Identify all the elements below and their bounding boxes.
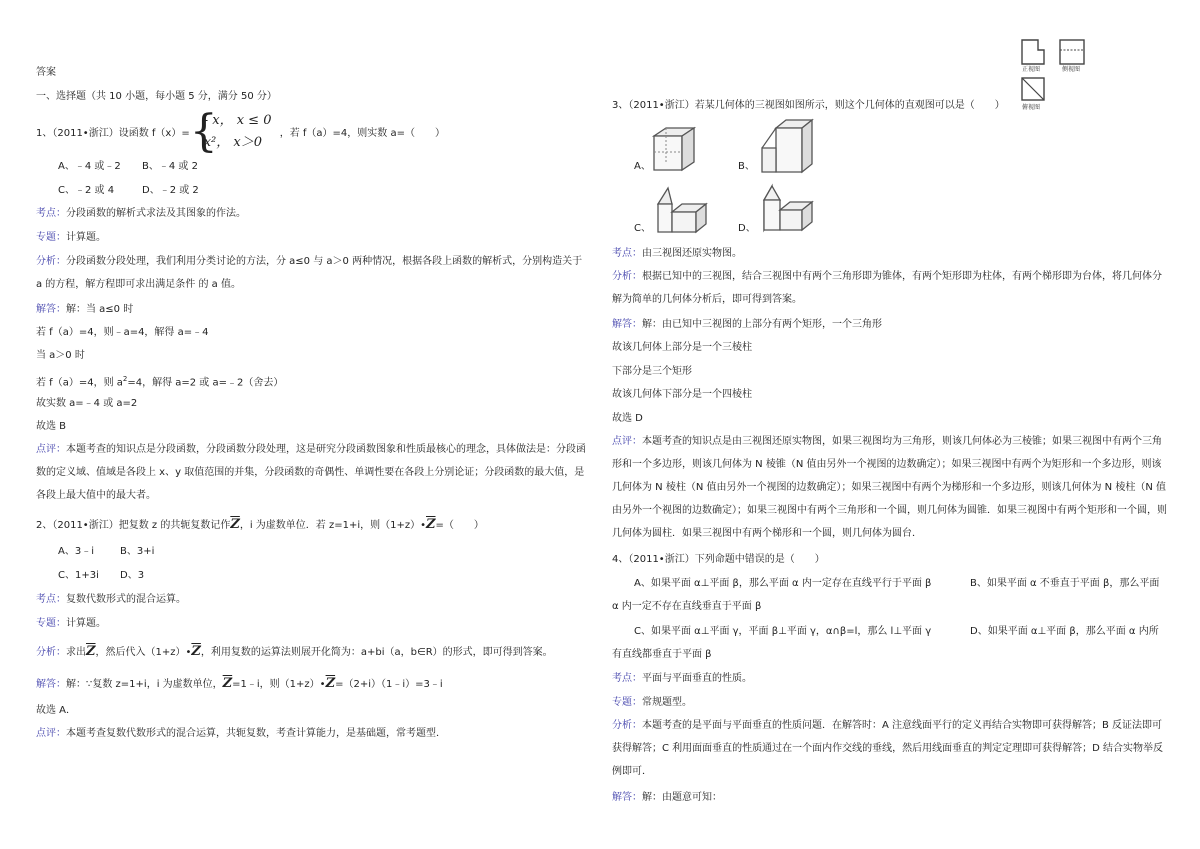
q1-zhuanti bbox=[36, 231, 106, 244]
q1-jieda-text-1: 解：当 a≤0 时 bbox=[66, 304, 134, 315]
q3-jieda-3: 下部分是三个矩形 bbox=[612, 366, 692, 377]
q3-kaodian bbox=[612, 247, 742, 260]
jieda-label: 解答： bbox=[36, 679, 66, 690]
q3-jieda-2: 故该几何体上部分是一个三棱柱 bbox=[612, 342, 752, 353]
q4-option-b-part-1: B、如果平面 α 不垂直于平面 β，那么平面 bbox=[970, 578, 1160, 589]
kaodian-label: 考点： bbox=[612, 673, 642, 684]
q1-zhuanti-text: 计算题。 bbox=[66, 232, 106, 243]
q2-jieda bbox=[36, 677, 443, 691]
q1-stem bbox=[36, 106, 445, 157]
q4-option-c: C、如果平面 α⊥平面 γ，平面 β⊥平面 γ，α∩β=l，那么 l⊥平面 γ bbox=[634, 626, 932, 637]
q4-zhuanti bbox=[612, 696, 692, 709]
q1-jieda-4b: =4，解得 a=2 或 a=﹣2（舍去） bbox=[127, 377, 284, 389]
q2-option-c: C、1+3i bbox=[58, 570, 99, 581]
q2-stem bbox=[36, 518, 484, 532]
q3-fenxi-text: 根据已知中的三视图，结合三视图中有两个三角形即为锥体，有两个矩形即为柱体，有两个梯形即为台体，将几何体分解为简单的几何体分析后，即可得到答案。 bbox=[612, 271, 1162, 305]
zhuanti-label: 专题： bbox=[36, 232, 66, 243]
q1-jieda-4a: 若 f（a）=4，则 a bbox=[36, 377, 123, 389]
q3-fenxi bbox=[612, 265, 1168, 311]
q2-fenxi-b: ，然后代入（1+z）• bbox=[95, 647, 192, 658]
dianping-label: 点评： bbox=[36, 444, 66, 455]
q2-stem-a: 2、（2011•浙江）把复数 z 的共轭复数记作 bbox=[36, 520, 231, 531]
q1-option-c: C、﹣2 或 4 bbox=[58, 185, 115, 196]
q1-options-row-2 bbox=[36, 184, 199, 198]
q3-stem: 3、（2011•浙江）若某几何体的三视图如图所示，则这个几何体的直观图可以是（ ） bbox=[612, 100, 1005, 111]
zbar-symbol: $\overline{Z}$ bbox=[230, 517, 240, 532]
q2-jieda-2: 故选 A． bbox=[36, 705, 77, 716]
q2-fenxi bbox=[36, 645, 553, 659]
q2-fenxi-a: 求出 bbox=[66, 647, 86, 658]
q4-jieda-1 bbox=[612, 791, 722, 804]
q4-kaodian-text: 平面与平面垂直的性质。 bbox=[642, 673, 752, 684]
q3-option-d-label: D、 bbox=[738, 223, 756, 234]
q1-jieda-5: 故实数 a=﹣4 或 a=2 bbox=[36, 398, 138, 409]
q1-jieda-4-sup: 2 bbox=[122, 375, 128, 383]
q1-stem-part-b: ，若 f（a）=4，则实数 a=（ ） bbox=[279, 128, 445, 139]
q1-jieda-2: 若 f（a）=4，则﹣a=4，解得 a=﹣4 bbox=[36, 327, 209, 338]
kaodian-label: 考点： bbox=[612, 248, 642, 259]
q2-zhuanti-text: 计算题。 bbox=[66, 618, 106, 629]
q2-fenxi-c: ，利用复数的运算法则展开化简为：a+bi（a，b∈R）的形式，即可得到答案。 bbox=[200, 647, 553, 658]
q3-jieda-5: 故选 D bbox=[612, 413, 643, 424]
q4-stem: 4、（2011•浙江）下列命题中错误的是（ ） bbox=[612, 554, 825, 565]
q4-option-a: A、如果平面 α⊥平面 β，那么平面 α 内一定存在直线平行于平面 β bbox=[634, 578, 932, 589]
q2-option-a: A、3﹣i bbox=[58, 546, 94, 557]
q2-jieda-b: =1﹣i，则（1+z）• bbox=[232, 679, 326, 690]
fenxi-label: 分析： bbox=[612, 271, 642, 282]
section-heading: 一、选择题（共 10 小题，每小题 5 分，满分 50 分） bbox=[36, 91, 277, 102]
q3-solid-a bbox=[648, 122, 718, 178]
q1-jieda-4 bbox=[36, 373, 283, 389]
jieda-label: 解答： bbox=[612, 319, 642, 330]
front-view-label: 正视图 bbox=[1022, 66, 1041, 73]
q3-kaodian-text: 由三视图还原实物图。 bbox=[642, 248, 742, 259]
q1-kaodian-text: 分段函数的解析式求法及其图象的作法。 bbox=[66, 208, 246, 219]
q1-jieda-6: 故选 B bbox=[36, 421, 67, 432]
zbar-symbol: $\overline{Z}$ bbox=[325, 676, 336, 691]
piecewise-brace: { bbox=[189, 106, 218, 157]
q2-kaodian-text: 复数代数形式的混合运算。 bbox=[66, 594, 186, 605]
q1-option-a: A、﹣4 或﹣2 bbox=[58, 161, 121, 172]
q1-jieda-3: 当 a＞0 时 bbox=[36, 350, 85, 361]
q2-zhuanti bbox=[36, 617, 106, 630]
piecewise-function bbox=[189, 106, 280, 157]
q2-option-b: B、3+i bbox=[120, 546, 155, 557]
q3-option-a-label: A、 bbox=[634, 161, 651, 172]
zhuanti-label: 专题： bbox=[612, 697, 642, 708]
q3-option-c-label: C、 bbox=[634, 223, 651, 234]
three-view-diagram bbox=[1018, 38, 1090, 114]
top-view-label: 俯视图 bbox=[1022, 104, 1041, 111]
q4-option-d-part-2: 有直线都垂直于平面 β bbox=[612, 649, 712, 660]
q4-zhuanti-text: 常规题型。 bbox=[642, 697, 692, 708]
q4-option-b-part-2: α 内一定不存在直线垂直于平面 β bbox=[612, 601, 762, 612]
side-view-label: 侧视图 bbox=[1062, 66, 1081, 73]
zbar-symbol: $\overline{Z}$ bbox=[86, 644, 96, 659]
q2-options-row-2 bbox=[36, 569, 144, 583]
zbar-symbol: $\overline{Z}$ bbox=[426, 517, 436, 532]
front-view-figure bbox=[1022, 40, 1044, 64]
q1-dianping-text: 本题考查的知识点是分段函数，分段函数分段处理，这是研究分段函数图象和性质最核心的理念，具体做法是：分段函数的定义域、值域是各段上 x、y 取值范围的并集，分段函数的奇偶性、单调性要在各段上分别论证；分段函数的最大值，是各段上最大值中的最大者。 bbox=[36, 444, 586, 501]
fenxi-label: 分析： bbox=[36, 647, 66, 658]
q4-options-row-1 bbox=[612, 577, 1159, 591]
zhuanti-label: 专题： bbox=[36, 618, 66, 629]
dianping-label: 点评： bbox=[612, 436, 642, 447]
q3-jieda-4: 故该几何体下部分是一个四棱柱 bbox=[612, 389, 752, 400]
fenxi-label: 分析： bbox=[36, 256, 66, 267]
q4-jieda-text-1: 解：由题意可知： bbox=[642, 792, 722, 803]
q3-jieda-text-1: 解：由已知中三视图的上部分有两个矩形，一个三角形 bbox=[642, 319, 882, 330]
q1-dianping bbox=[36, 438, 588, 507]
q4-options-row-2 bbox=[612, 625, 1159, 639]
q3-solid-d bbox=[754, 180, 820, 242]
q1-fenxi bbox=[36, 250, 588, 296]
q2-jieda-a: 解：∵复数 z=1+i，i 为虚数单位， bbox=[66, 679, 223, 690]
q2-kaodian bbox=[36, 593, 186, 606]
q3-dianping bbox=[612, 430, 1168, 545]
q2-option-d: D、3 bbox=[120, 570, 145, 581]
jieda-label: 解答： bbox=[36, 304, 66, 315]
q1-option-b: B、﹣4 或 2 bbox=[142, 161, 198, 172]
q4-kaodian bbox=[612, 672, 752, 685]
q1-stem-part-a: 1、（2011•浙江）设函数 f（x）= bbox=[36, 128, 190, 139]
q4-fenxi-text: 本题考查的是平面与平面垂直的性质问题．在解答时：A 注意线面平行的定义再结合实物即可获得解答；B 反证法即可获得解答；C 利用面面垂直的性质通过在一个面内作交线的垂线，然后用线面垂直的判定定理即可获得解答；D 结合实物举反例即可． bbox=[612, 720, 1164, 777]
q2-dianping bbox=[36, 727, 446, 740]
jieda-label: 解答： bbox=[612, 792, 642, 803]
piecewise-case-2: x²， x＞0 bbox=[203, 135, 262, 150]
q3-jieda-1 bbox=[612, 318, 882, 331]
top-view-figure bbox=[1022, 78, 1044, 100]
q4-option-d-part-1: D、如果平面 α⊥平面 β，那么平面 α 内所 bbox=[970, 626, 1159, 637]
kaodian-label: 考点： bbox=[36, 594, 66, 605]
q2-dianping-text: 本题考查复数代数形式的混合运算，共轭复数，考查计算能力，是基础题，常考题型． bbox=[66, 728, 446, 739]
q3-solid-b bbox=[754, 118, 820, 180]
q1-jieda-1 bbox=[36, 303, 133, 316]
dianping-label: 点评： bbox=[36, 728, 66, 739]
zbar-symbol: $\overline{Z}$ bbox=[222, 676, 233, 691]
q1-kaodian bbox=[36, 207, 246, 220]
q4-fenxi bbox=[612, 714, 1168, 783]
q1-options-row-1 bbox=[36, 160, 198, 174]
piecewise-case-1: - x， x ≤ 0 bbox=[203, 113, 272, 128]
q2-stem-b: ，i 为虚数单位．若 z=1+i，则（1+z）• bbox=[239, 520, 426, 531]
answer-title: 答案 bbox=[36, 67, 56, 78]
zbar-symbol: $\overline{Z}$ bbox=[191, 644, 201, 659]
side-view-figure bbox=[1060, 40, 1084, 64]
q2-options-row-1 bbox=[36, 545, 154, 559]
q1-option-d: D、﹣2 或 2 bbox=[142, 185, 199, 196]
q3-solid-c bbox=[648, 184, 718, 240]
q1-fenxi-text: 分段函数分段处理，我们利用分类讨论的方法，分 a≤0 与 a＞0 两种情况，根据各段上函数的解析式，分别构造关于 a 的方程，解方程即可求出满足条件 的 a 值。 bbox=[36, 256, 583, 290]
q2-jieda-c: =（2+i）（1﹣i）=3﹣i bbox=[335, 679, 443, 690]
kaodian-label: 考点： bbox=[36, 208, 66, 219]
q3-dianping-text: 本题考查的知识点是由三视图还原实物图，如果三视图均为三角形，则该几何体必为三棱锥；如果三视图中有两个三角形和一个多边形，则该几何体为 N 棱锥（N 值由另外一个视图的边数确定）；如果三视图中有两个为矩形和一个多边形，则该几何体为 N 棱柱（N 值由另外一个视图的边数确定）；如果三视图中有两个为梯形和一个多边形，则该几何体为 N 棱柱（N 值由另外一个视图的边数确定）；如果三视图中有两个三角形和一个圆，则几何体为圆锥．如果三视图中有两个矩形和一个圆，则几何体为圆柱．如果三视图中有两个梯形和一个圆，则几何体为圆台． bbox=[612, 436, 1167, 539]
q2-stem-c: =（ ） bbox=[435, 520, 484, 531]
fenxi-label: 分析： bbox=[612, 720, 642, 731]
q3-option-b-label: B、 bbox=[738, 161, 755, 172]
